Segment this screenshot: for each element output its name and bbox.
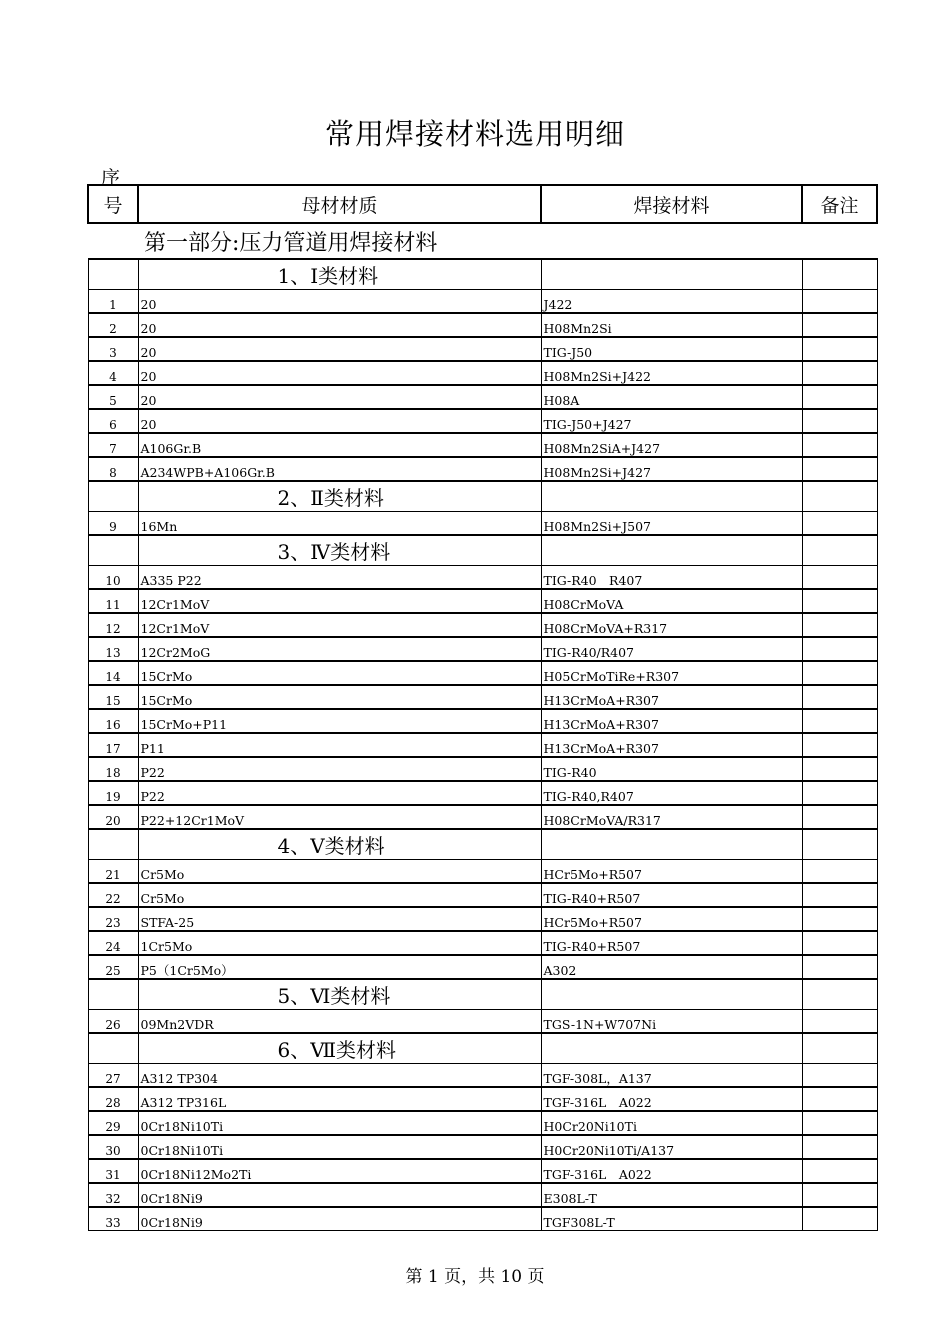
section-note-cell xyxy=(802,979,877,1010)
part-title: 第一部分:压力管道用焊接材料 xyxy=(144,230,438,256)
section-weld-cell xyxy=(541,979,802,1010)
section-index-cell xyxy=(88,1033,138,1064)
header-base-material: 母材材质 xyxy=(138,185,541,223)
note xyxy=(802,337,877,361)
base-material: P22 xyxy=(138,757,541,781)
base-material: A312 TP316L xyxy=(138,1087,541,1111)
header-welding-material: 焊接材料 xyxy=(541,185,802,223)
base-material: 20 xyxy=(138,409,541,433)
note xyxy=(802,457,877,481)
table-row xyxy=(88,757,877,781)
base-material: STFA-25 xyxy=(138,907,541,931)
note xyxy=(802,1135,877,1159)
base-material: A335 P22 xyxy=(138,566,541,590)
base-material: 15CrMo+P11 xyxy=(138,709,541,733)
note xyxy=(802,1183,877,1207)
row-index: 33 xyxy=(88,1207,138,1231)
row-index: 9 xyxy=(88,512,138,536)
section-weld-cell xyxy=(541,535,802,566)
table-row xyxy=(88,1111,877,1135)
row-index: 19 xyxy=(88,781,138,805)
welding-material: H05CrMoTiRe+R307 xyxy=(541,661,802,685)
welding-materials-table xyxy=(87,184,878,1231)
table-row xyxy=(88,313,877,337)
base-material: 20 xyxy=(138,361,541,385)
welding-material: H08CrMoVA xyxy=(541,589,802,613)
welding-material: H08A xyxy=(541,385,802,409)
base-material: 0Cr18Ni10Ti xyxy=(138,1135,541,1159)
note xyxy=(802,361,877,385)
row-index: 15 xyxy=(88,685,138,709)
section-note-cell xyxy=(802,829,877,860)
row-index: 16 xyxy=(88,709,138,733)
base-material: 20 xyxy=(138,290,541,314)
base-material: 20 xyxy=(138,313,541,337)
welding-material: H08Mn2Si+J427 xyxy=(541,457,802,481)
welding-material: HCr5Mo+R507 xyxy=(541,907,802,931)
row-index: 25 xyxy=(88,955,138,979)
table-row xyxy=(88,337,877,361)
row-index: 22 xyxy=(88,883,138,907)
row-index: 6 xyxy=(88,409,138,433)
section-weld-cell xyxy=(541,1033,802,1064)
note xyxy=(802,883,877,907)
row-index: 21 xyxy=(88,860,138,884)
welding-material: H08Mn2Si xyxy=(541,313,802,337)
base-material: Cr5Mo xyxy=(138,860,541,884)
base-material: 0Cr18Ni10Ti xyxy=(138,1111,541,1135)
section-header-row xyxy=(88,481,877,512)
note xyxy=(802,1111,877,1135)
section-label: 4、Ⅴ类材料 xyxy=(138,829,541,860)
row-index: 23 xyxy=(88,907,138,931)
row-index: 20 xyxy=(88,805,138,829)
section-label: 1、Ⅰ类材料 xyxy=(138,259,541,290)
section-note-cell xyxy=(802,481,877,512)
document-title: 常用焊接材料选用明细 xyxy=(324,117,625,151)
table-row xyxy=(88,860,877,884)
base-material: P22 xyxy=(138,781,541,805)
table-row xyxy=(88,883,877,907)
note xyxy=(802,613,877,637)
section-label: 5、Ⅵ类材料 xyxy=(138,979,541,1010)
welding-material: HCr5Mo+R507 xyxy=(541,860,802,884)
table-row xyxy=(88,1207,877,1231)
section-index-cell xyxy=(88,829,138,860)
welding-material: TGF-308L，A137 xyxy=(541,1064,802,1088)
welding-material: TIG-R40+R507 xyxy=(541,883,802,907)
base-material: A106Gr.B xyxy=(138,433,541,457)
section-weld-cell xyxy=(541,829,802,860)
section-label: 6、Ⅶ类材料 xyxy=(138,1033,541,1064)
section-index-cell xyxy=(88,481,138,512)
welding-material: TIG-R40/R407 xyxy=(541,637,802,661)
welding-material: H08CrMoVA/R317 xyxy=(541,805,802,829)
row-index: 27 xyxy=(88,1064,138,1088)
welding-material: H13CrMoA+R307 xyxy=(541,685,802,709)
row-index: 17 xyxy=(88,733,138,757)
note xyxy=(802,805,877,829)
note xyxy=(802,637,877,661)
table-header-row xyxy=(88,185,877,223)
table-row xyxy=(88,637,877,661)
note xyxy=(802,757,877,781)
row-index: 11 xyxy=(88,589,138,613)
row-index: 4 xyxy=(88,361,138,385)
table-row xyxy=(88,385,877,409)
table-row xyxy=(88,290,877,314)
table-row xyxy=(88,805,877,829)
table-row xyxy=(88,661,877,685)
table-row xyxy=(88,409,877,433)
table-row xyxy=(88,361,877,385)
welding-material: H08CrMoVA+R317 xyxy=(541,613,802,637)
table-row xyxy=(88,733,877,757)
section-header-row xyxy=(88,259,877,290)
row-index: 18 xyxy=(88,757,138,781)
note xyxy=(802,409,877,433)
base-material: A312 TP304 xyxy=(138,1064,541,1088)
table-row xyxy=(88,685,877,709)
note xyxy=(802,955,877,979)
table-row xyxy=(88,589,877,613)
base-material: 09Mn2VDR xyxy=(138,1010,541,1034)
base-material: 20 xyxy=(138,337,541,361)
table-row xyxy=(88,955,877,979)
row-index: 1 xyxy=(88,290,138,314)
table-row xyxy=(88,781,877,805)
section-index-cell xyxy=(88,259,138,290)
section-label: 2、Ⅱ类材料 xyxy=(138,481,541,512)
section-note-cell xyxy=(802,1033,877,1064)
base-material: 12Cr2MoG xyxy=(138,637,541,661)
base-material: P22+12Cr1MoV xyxy=(138,805,541,829)
note xyxy=(802,589,877,613)
row-index: 7 xyxy=(88,433,138,457)
table-row xyxy=(88,433,877,457)
note xyxy=(802,1064,877,1088)
table-row xyxy=(88,1159,877,1183)
note xyxy=(802,1207,877,1231)
table-row xyxy=(88,566,877,590)
row-index: 3 xyxy=(88,337,138,361)
part-title-row xyxy=(88,223,877,259)
note xyxy=(802,385,877,409)
table-row xyxy=(88,709,877,733)
note xyxy=(802,1159,877,1183)
welding-material: H0Cr20Ni10Ti xyxy=(541,1111,802,1135)
row-index: 26 xyxy=(88,1010,138,1034)
welding-material: H08Mn2Si+J507 xyxy=(541,512,802,536)
note xyxy=(802,661,877,685)
welding-material: H08Mn2Si+J422 xyxy=(541,361,802,385)
base-material: P11 xyxy=(138,733,541,757)
base-material: 15CrMo xyxy=(138,685,541,709)
base-material: Cr5Mo xyxy=(138,883,541,907)
note xyxy=(802,290,877,314)
base-material: 15CrMo xyxy=(138,661,541,685)
row-index: 13 xyxy=(88,637,138,661)
section-label: 3、Ⅳ类材料 xyxy=(138,535,541,566)
row-index: 28 xyxy=(88,1087,138,1111)
note xyxy=(802,313,877,337)
table-row xyxy=(88,1010,877,1034)
note xyxy=(802,566,877,590)
table-row xyxy=(88,931,877,955)
welding-material: TIG-J50 xyxy=(541,337,802,361)
row-index: 14 xyxy=(88,661,138,685)
section-index-cell xyxy=(88,979,138,1010)
note xyxy=(802,733,877,757)
table-row xyxy=(88,512,877,536)
row-index: 5 xyxy=(88,385,138,409)
base-material: P5（1Cr5Mo） xyxy=(138,955,541,979)
row-index: 29 xyxy=(88,1111,138,1135)
base-material: 0Cr18Ni9 xyxy=(138,1207,541,1231)
section-header-row xyxy=(88,1033,877,1064)
note xyxy=(802,512,877,536)
row-index: 32 xyxy=(88,1183,138,1207)
welding-material: H08Mn2SiA+J427 xyxy=(541,433,802,457)
header-index-top: 序 xyxy=(101,167,121,189)
section-note-cell xyxy=(802,535,877,566)
section-header-row xyxy=(88,829,877,860)
table-row xyxy=(88,1135,877,1159)
welding-material: TGS-1N+W707Ni xyxy=(541,1010,802,1034)
welding-material: TGF-316L A022 xyxy=(541,1159,802,1183)
row-index: 31 xyxy=(88,1159,138,1183)
base-material: 0Cr18Ni12Mo2Ti xyxy=(138,1159,541,1183)
header-index: 号 xyxy=(88,185,138,223)
note xyxy=(802,781,877,805)
welding-material: TIG-R40+R507 xyxy=(541,931,802,955)
table-row xyxy=(88,457,877,481)
welding-material: TGF308L-T xyxy=(541,1207,802,1231)
table-row xyxy=(88,1183,877,1207)
table-row xyxy=(88,613,877,637)
base-material: A234WPB+A106Gr.B xyxy=(138,457,541,481)
table-row xyxy=(88,1087,877,1111)
welding-material: TIG-R40 R407 xyxy=(541,566,802,590)
row-index: 10 xyxy=(88,566,138,590)
section-index-cell xyxy=(88,535,138,566)
row-index: 30 xyxy=(88,1135,138,1159)
note xyxy=(802,685,877,709)
note xyxy=(802,433,877,457)
welding-material: E308L-T xyxy=(541,1183,802,1207)
base-material: 12Cr1MoV xyxy=(138,589,541,613)
note xyxy=(802,709,877,733)
row-index: 12 xyxy=(88,613,138,637)
welding-material: TIG-J50+J427 xyxy=(541,409,802,433)
welding-material: H13CrMoA+R307 xyxy=(541,733,802,757)
welding-material: TIG-R40,R407 xyxy=(541,781,802,805)
table-row xyxy=(88,1064,877,1088)
base-material: 16Mn xyxy=(138,512,541,536)
welding-material: TGF-316L A022 xyxy=(541,1087,802,1111)
note xyxy=(802,1087,877,1111)
base-material: 20 xyxy=(138,385,541,409)
row-index: 24 xyxy=(88,931,138,955)
row-index: 2 xyxy=(88,313,138,337)
welding-material: H13CrMoA+R307 xyxy=(541,709,802,733)
section-weld-cell xyxy=(541,259,802,290)
welding-material: A302 xyxy=(541,955,802,979)
note xyxy=(802,931,877,955)
base-material: 0Cr18Ni9 xyxy=(138,1183,541,1207)
welding-material: J422 xyxy=(541,290,802,314)
section-header-row xyxy=(88,979,877,1010)
base-material: 1Cr5Mo xyxy=(138,931,541,955)
welding-material: H0Cr20Ni10Ti/A137 xyxy=(541,1135,802,1159)
note xyxy=(802,860,877,884)
page-footer: 第 1 页，共 10 页 xyxy=(405,1267,545,1287)
table-row xyxy=(88,907,877,931)
section-weld-cell xyxy=(541,481,802,512)
note xyxy=(802,907,877,931)
note xyxy=(802,1010,877,1034)
header-note: 备注 xyxy=(802,185,877,223)
welding-material: TIG-R40 xyxy=(541,757,802,781)
section-header-row xyxy=(88,535,877,566)
section-note-cell xyxy=(802,259,877,290)
base-material: 12Cr1MoV xyxy=(138,613,541,637)
row-index: 8 xyxy=(88,457,138,481)
